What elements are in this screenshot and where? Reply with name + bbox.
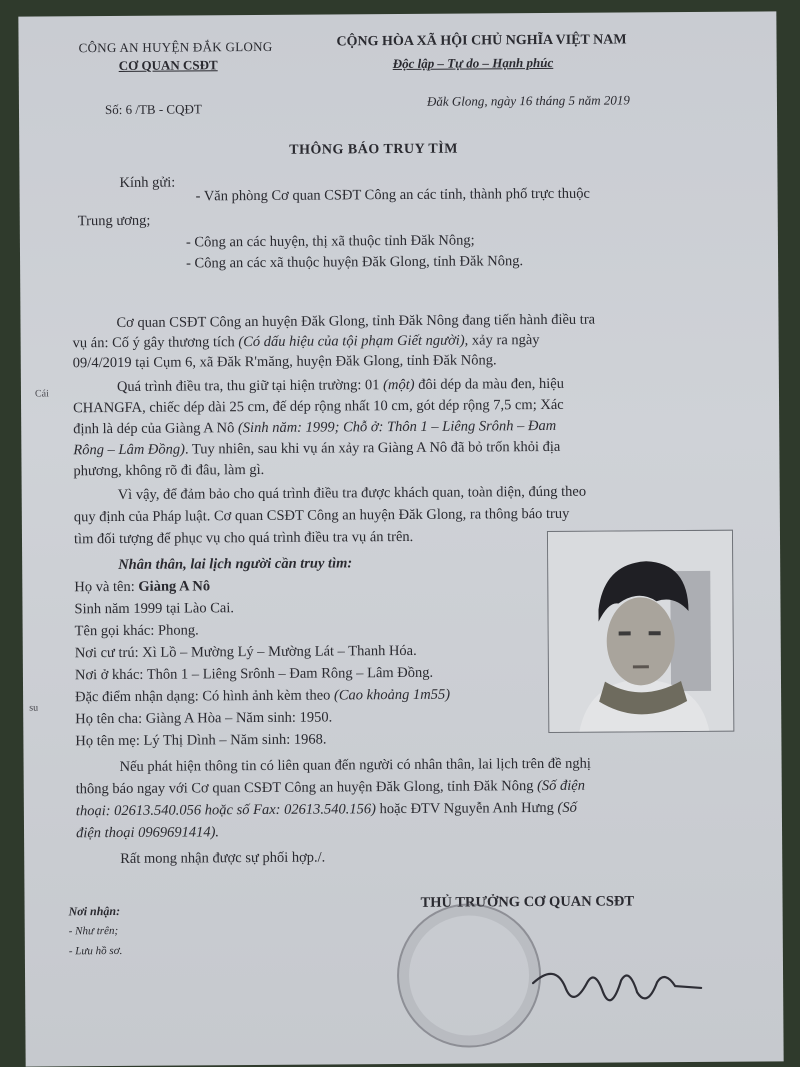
- footer-recipients-label: Nơi nhận:: [68, 903, 121, 919]
- contact-investigator: hoặc ĐTV Nguyễn Anh Hưng: [375, 799, 558, 818]
- document-number: Số: 6 /TB - CQĐT: [104, 101, 202, 118]
- para1-charge: (Có dấu hiệu của tội phạm Giết người): [238, 332, 465, 351]
- recipient-2: - Công an các huyện, thị xã thuộc tỉnh Đăk Nông;: [185, 232, 475, 251]
- signature: [525, 952, 705, 1023]
- profile-name-line: [74, 577, 210, 596]
- para2-line4-b: . Tuy nhiên, sau khi vụ án xảy ra Giàng A Nô đã bỏ trốn khỏi địa: [184, 438, 561, 458]
- issuing-agency-sub: CƠ QUAN CSĐT: [118, 57, 218, 73]
- recipient-1-cont: Trung ương;: [77, 212, 151, 230]
- profile-features-b: (Cao khoảng 1m55): [333, 686, 451, 704]
- contact-line1: Nếu phát hiện thông tin có liên quan đến người có nhân thân, lai lịch trên đề nghị: [119, 755, 591, 775]
- official-seal: [397, 903, 542, 1048]
- profile-heading: Nhân thân, lai lịch người cần truy tìm:: [118, 555, 353, 573]
- contact-line4: điện thoại 0969691414).: [75, 824, 220, 842]
- signer-title: THỦ TRƯỞNG CƠ QUAN CSĐT: [420, 893, 635, 911]
- para3-line1: Vì vậy, để đảm bảo cho quá trình điều tra được khách quan, toàn diện, đúng theo: [117, 483, 587, 503]
- profile-features: [75, 686, 450, 707]
- profile-mother: Họ tên mẹ: Lý Thị Dình – Năm sinh: 1968.: [75, 731, 327, 750]
- contact-line3: [76, 799, 577, 820]
- profile-father: Họ tên cha: Giàng A Hòa – Năm sinh: 1950.: [75, 709, 333, 728]
- para2-line3: [73, 417, 556, 438]
- margin-mark-1: Cái: [34, 388, 49, 400]
- para2-line4: [73, 438, 560, 459]
- margin-mark-2: su: [29, 702, 39, 714]
- para2-line3-b: (Sinh năm: 1999; Chỗ ở: Thôn 1 – Liêng Srônh – Đam: [237, 417, 557, 437]
- contact-phone-fax: thoại: 02613.540.056 hoặc số Fax: 02613.540.156): [75, 801, 376, 820]
- profile-residence: Nơi cư trú: Xì Lồ – Mường Lý – Mường Lát – Thanh Hóa.: [74, 642, 417, 662]
- para1-line2-c: , xảy ra ngày: [464, 332, 540, 349]
- national-title: CỘNG HÒA XÃ HỘI CHỦ NGHĨA VIỆT NAM: [336, 32, 627, 50]
- para1-line2: [73, 331, 540, 352]
- contact-line2: [76, 777, 585, 799]
- profile-alias: Tên gọi khác: Phong.: [74, 622, 199, 640]
- national-motto: Độc lập – Tự do – Hạnh phúc: [392, 54, 554, 72]
- contact-line2-a: thông báo ngay với Cơ quan CSĐT Công an huyện Đăk Glong, tỉnh Đăk Nông: [75, 778, 538, 798]
- para2-line2: CHANGFA, chiếc dép dài 25 cm, đế dép rộng nhất 10 cm, gót dép rộng 7,5 cm; Xác: [73, 396, 564, 417]
- para1-line2-a: vụ án: Cố ý gây thương tích: [72, 334, 239, 352]
- profile-birth: Sinh năm 1999 tại Lào Cai.: [74, 600, 235, 618]
- issuing-agency: CÔNG AN HUYỆN ĐẮK GLONG: [78, 38, 273, 56]
- para2-line1: [117, 375, 564, 396]
- profile-current: Nơi ở khác: Thôn 1 – Liêng Srônh – Đam Rông – Lâm Đồng.: [74, 664, 434, 684]
- contact-line3-c: (Số: [557, 799, 577, 816]
- para2-line1-b: (một): [383, 376, 415, 394]
- document-page: [18, 11, 783, 1066]
- para1-line3: 09/4/2019 tại Cụm 6, xã Đăk R'măng, huyện Đăk Glong, tỉnh Đăk Nông.: [72, 352, 497, 372]
- para2-line4-a: Rông – Lâm Đồng): [73, 441, 186, 459]
- para2-line5: phương, không rõ đi đâu, làm gì.: [73, 461, 265, 480]
- recipients-label: Kính gửi:: [119, 174, 176, 191]
- profile-name: Giàng A Nô: [138, 578, 211, 595]
- recipient-3: - Công an các xã thuộc huyện Đăk Glong, tỉnh Đăk Nông.: [186, 253, 524, 272]
- para2-line1-c: đôi dép da màu đen, hiệu: [414, 375, 565, 393]
- document-title: THÔNG BÁO TRUY TÌM: [289, 141, 458, 158]
- closing-line: Rất mong nhận được sự phối hợp./.: [120, 849, 326, 867]
- contact-line2-b: (Số điện: [536, 777, 586, 795]
- para3-line2: quy định của Pháp luật. Cơ quan CSĐT Công an huyện Đăk Glong, ra thông báo truy: [73, 505, 570, 526]
- profile-features-a: Đặc điểm nhận dạng: Có hình ảnh kèm theo: [75, 687, 335, 706]
- para2-line3-a: định là dép của Giàng A Nô: [73, 420, 238, 438]
- footer-recipient-1: - Như trên;: [68, 924, 119, 938]
- recipient-1: - Văn phòng Cơ quan CSĐT Công an các tỉnh, thành phố trực thuộc: [195, 185, 591, 205]
- suspect-portrait: [548, 531, 733, 732]
- profile-name-label: Họ và tên:: [74, 578, 139, 596]
- para1-line1: Cơ quan CSĐT Công an huyện Đăk Glong, tỉnh Đăk Nông đang tiến hành điều tra: [116, 311, 596, 331]
- para2-line1-a: Quá trình điều tra, thu giữ tại hiện trường: 01: [116, 377, 384, 395]
- document-date: Đăk Glong, ngày 16 tháng 5 năm 2019: [426, 92, 630, 109]
- suspect-photo: [547, 530, 734, 733]
- para3-line3: tìm đối tượng để phục vụ cho quá trình điều tra vụ án trên.: [73, 528, 414, 548]
- footer-recipient-2: - Lưu hồ sơ.: [68, 944, 123, 958]
